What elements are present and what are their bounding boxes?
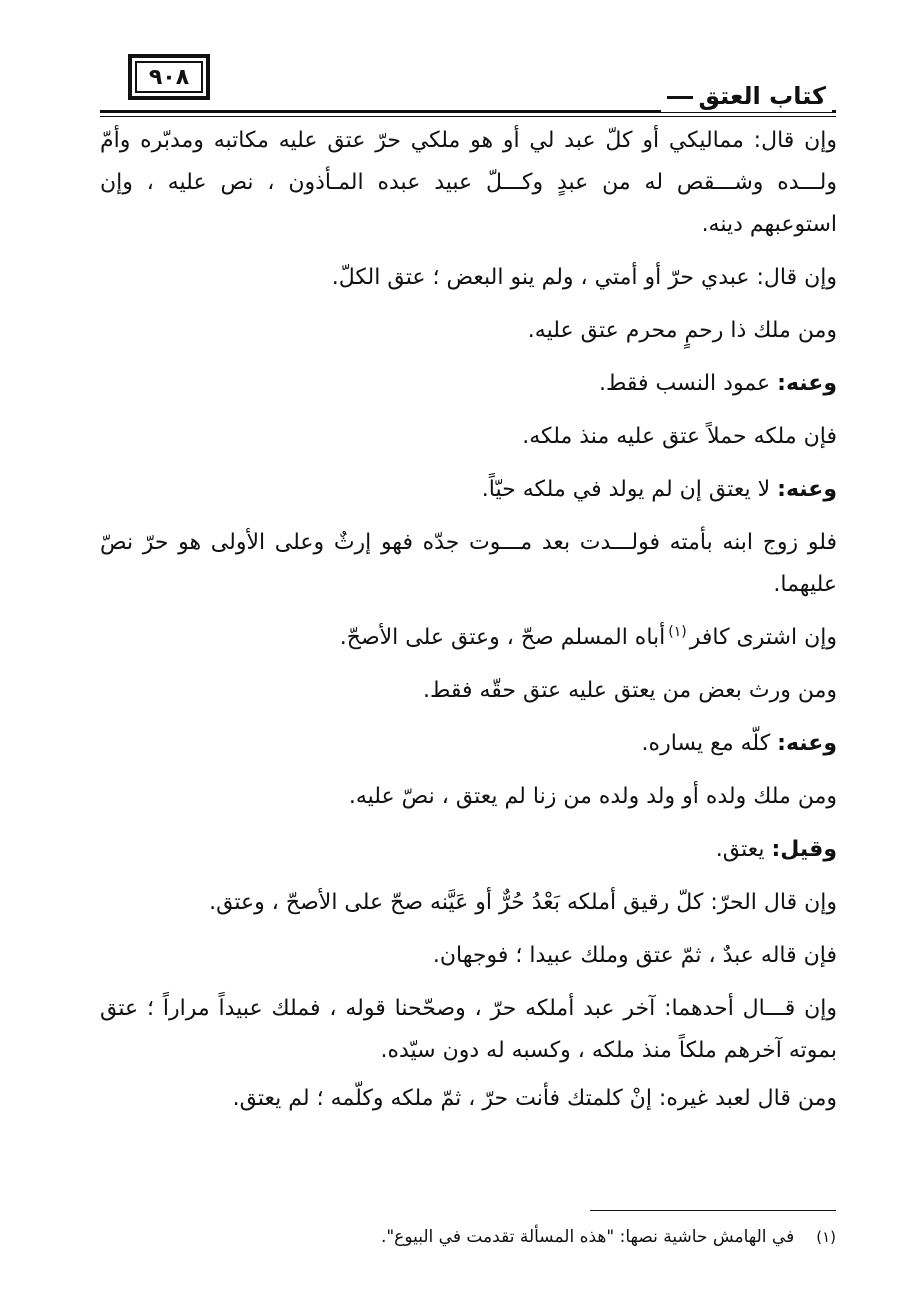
running-title bbox=[661, 80, 832, 112]
footnote-rule bbox=[590, 1210, 836, 1211]
paragraph: فإن قاله عبدٌ ، ثمّ عتق وملك عبيدا ؛ فوجهان. bbox=[432, 943, 837, 968]
paragraph-lead: وعنه: bbox=[777, 731, 837, 756]
paragraph: فلو زوج ابنه بأمته فولـــدت بعد مـــوت جدّه فهو إرثٌ وعلى الأولى هو حرّ نصّ عليهما. bbox=[100, 530, 837, 597]
page-number-box bbox=[128, 54, 210, 100]
title-dash bbox=[667, 96, 693, 99]
paragraph: وإن قـــال أحدهما: آخر عبد أملكه حرّ ، وصحّحنا قوله ، فملك عبيداً مراراً ؛ عتق بموته آخرهم ملكاً منذ ملكه ، وكسبه له دون سيّده. bbox=[100, 996, 837, 1063]
paragraph: وعنه: عمود النسب فقط. bbox=[598, 371, 837, 396]
main-text bbox=[100, 120, 837, 1131]
footnote-reference: (١) bbox=[668, 623, 687, 640]
paragraph: وعنه: كلّه مع يساره. bbox=[641, 731, 837, 756]
footnote bbox=[99, 1222, 836, 1252]
footnote-number: (١) bbox=[816, 1228, 836, 1246]
paragraph: وعنه: لا يعتق إن لم يولد في ملكه حيّاً. bbox=[481, 477, 837, 502]
paragraph: ومن ملك ذا رحمٍ محرم عتق عليه. bbox=[527, 318, 837, 343]
page-number: ٩٠٨ bbox=[148, 64, 190, 90]
paragraph: وإن قال: عبدي حرّ أو أمتي ، ولم ينو البعض ؛ عتق الكلّ. bbox=[331, 265, 837, 290]
paragraph: فإن ملكه حملاً عتق عليه منذ ملكه. bbox=[522, 424, 837, 449]
running-title-text: كتاب العتق bbox=[698, 82, 826, 110]
paragraph-lead: وقيل: bbox=[771, 837, 837, 862]
paragraph: وإن قال الحرّ: كلّ رقيق أملكه بَعْدُ حُرٌّ أو عَيَّنه صحّ على الأصحّ ، وعتق. bbox=[209, 890, 837, 915]
paragraph: ومن ملك ولده أو ولد ولده من زنا لم يعتق ، نصّ عليه. bbox=[348, 784, 837, 809]
paragraph: وإن قال: مماليكي أو كلّ عبد لي أو هو ملكي حرّ عتق عليه مكاتبه ومدبّره وأمّ ولـــده وشـــقص له من عبدٍ وكـــلّ عبيد عبده المـأذون ، نص عليه ، وإن استوعبهم دينه. bbox=[100, 128, 837, 237]
footnote-text: في الهامش حاشية نصها: "هذه المسألة تقدمت في البيوع". bbox=[380, 1227, 795, 1247]
paragraph: ومن قال لعبد غيره: إنْ كلمتك فأنت حرّ ، ثمّ ملكه وكلّمه ؛ لم يعتق. bbox=[232, 1086, 837, 1111]
paragraph: وإن اشترى كافر$^{(١)}$أباه المسلم صحّ ، وعتق على الأصحّ. bbox=[339, 623, 837, 650]
paragraph: ومن ورث بعض من يعتق عليه عتق حقّه فقط. bbox=[422, 678, 837, 703]
paragraph-lead: وعنه: bbox=[777, 371, 837, 396]
paragraph-lead: وعنه: bbox=[777, 477, 837, 502]
paragraph: وقيل: يعتق. bbox=[715, 837, 837, 862]
